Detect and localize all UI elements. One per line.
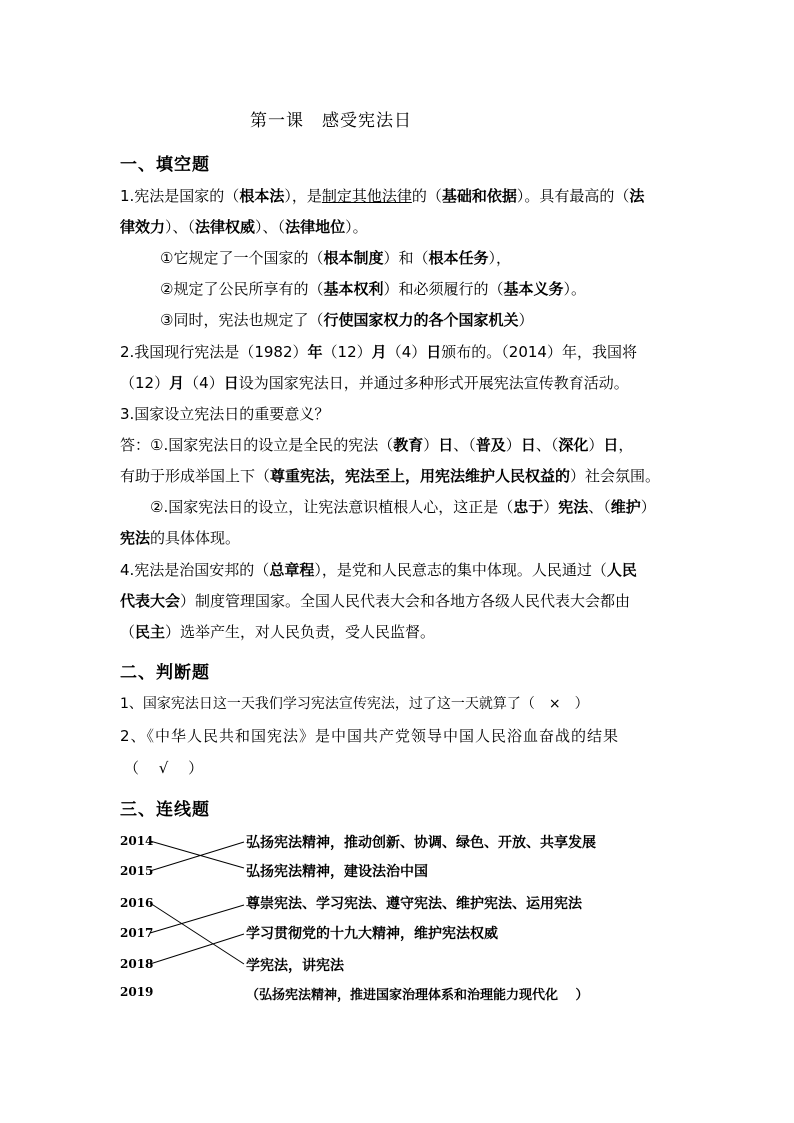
match-line-2017 xyxy=(150,905,244,933)
page-title: 第一课 感受宪法日 xyxy=(250,111,412,131)
judge-item-2-answer: （ √ ） xyxy=(124,759,204,777)
match-answer-2019: （弘扬宪法精神，推进国家治理体系和治理能力现代化 ） xyxy=(246,988,589,1003)
q2-line1: 2.我国现行宪法是（1982）年（12）月（4）日颁布的。（2014）年，我国将 xyxy=(120,343,637,361)
year-2015: 2015 xyxy=(120,864,154,878)
q1-item1: ①它规定了一个国家的（根本制度）和（根本任务）， xyxy=(160,249,512,267)
q3-answer2-line2: 宪法的具体体现。 xyxy=(120,529,241,547)
q3-answer1-line2: 有助于形成举国上下（尊重宪法，宪法至上，用宪法维护人民权益的）社会氛围。 xyxy=(120,467,661,485)
q1-line1: 1.宪法是国家的（根本法），是制定其他法律的（基础和依据）。具有最高的（法 xyxy=(120,187,645,205)
q3-answer2-line1: ②.国家宪法日的设立，让宪法意识植根人心，这正是（忠于）宪法、（维护） xyxy=(150,498,656,516)
q4-line3: （民主）选举产生，对人民负责，受人民监督。 xyxy=(120,623,436,641)
q4-line1: 4.宪法是治国安邦的（总章程），是党和人民意志的集中体现。人民通过（人民 xyxy=(120,561,637,579)
year-2019: 2019 xyxy=(120,985,154,999)
match-item-5: 学宪法，讲宪法 xyxy=(246,958,344,974)
q1-item3: ③同时，宪法也规定了（行使国家权力的各个国家机关） xyxy=(160,311,534,329)
q1-item2: ②规定了公民所享有的（基本权利）和必须履行的（基本义务）。 xyxy=(160,280,587,298)
judge-item-1: 1、国家宪法日这一天我们学习宪法宣传宪法，过了这一天就算了（ × ） xyxy=(120,696,589,712)
q4-line2: 代表大会）制度管理国家。全国人民代表大会和各地方各级人民代表大会都由 xyxy=(120,592,631,610)
match-line-2015 xyxy=(150,842,244,871)
year-2014: 2014 xyxy=(120,834,154,848)
year-2016: 2016 xyxy=(120,896,154,910)
section-heading-fill-blank: 一、填空题 xyxy=(120,155,210,175)
q2-line2: （12）月（4）日设为国家宪法日，并通过多种形式开展宪法宣传教育活动。 xyxy=(120,374,629,392)
judge-item-2: 2、《中华人民共和国宪法》是中国共产党领导中国人民浴血奋战的结果 xyxy=(120,727,620,745)
match-item-2: 弘扬宪法精神，建设法治中国 xyxy=(246,864,428,880)
q3-answer1-line1: 答：①.国家宪法日的设立是全民的宪法（教育）日、（普及）日、（深化）日， xyxy=(120,436,634,454)
q1-line2: 律效力）、（法律权威）、（法律地位）。 xyxy=(120,218,368,236)
match-line-2014 xyxy=(150,841,244,868)
q3-question: 3.国家设立宪法日的重要意义？ xyxy=(120,405,330,423)
match-item-3: 尊崇宪法、学习宪法、遵守宪法、维护宪法、运用宪法 xyxy=(246,896,582,912)
match-item-4: 学习贯彻党的十九大精神，维护宪法权威 xyxy=(246,926,498,942)
match-line-2016 xyxy=(150,903,244,964)
match-item-1: 弘扬宪法精神，推动创新、协调、绿色、开放、共享发展 xyxy=(246,835,596,851)
section-heading-match: 三、连线题 xyxy=(120,800,210,820)
year-2018: 2018 xyxy=(120,957,154,971)
year-2017: 2017 xyxy=(120,926,154,940)
match-line-2018 xyxy=(150,934,244,964)
section-heading-judge: 二、判断题 xyxy=(120,663,210,683)
